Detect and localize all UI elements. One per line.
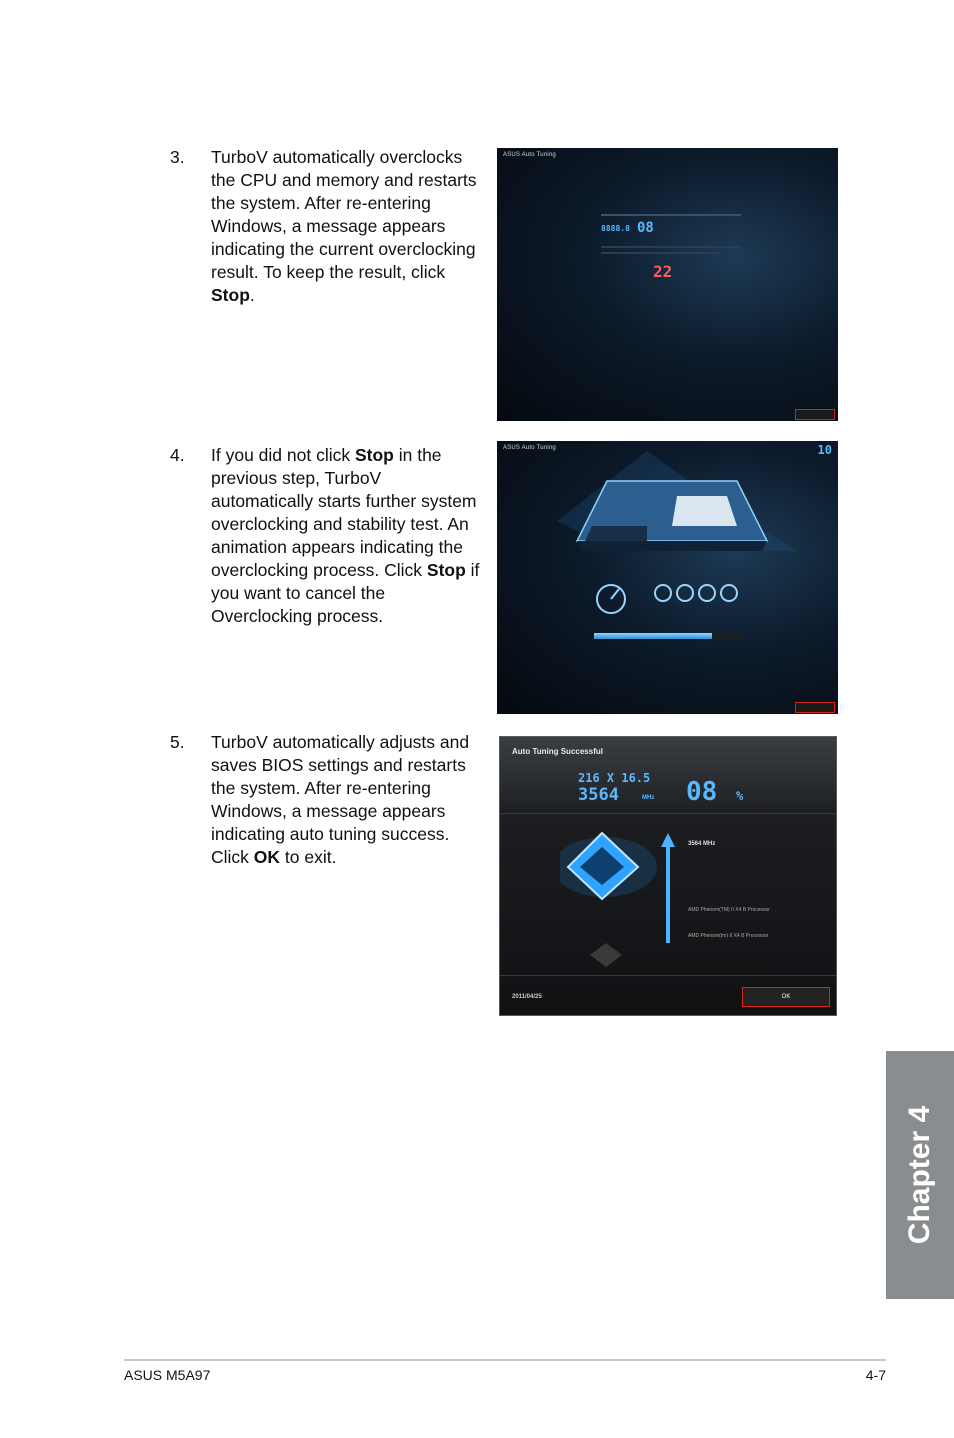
screenshot-auto-tuning-successful xyxy=(499,736,837,1016)
emphasis-text: Stop xyxy=(426,560,466,580)
step-number: 4. xyxy=(170,445,185,465)
body-text: to exit. xyxy=(280,847,337,867)
dialog-title: Auto Tuning Successful xyxy=(512,747,603,756)
window-title: ASUS Auto Tuning xyxy=(503,445,556,451)
step-text xyxy=(211,731,481,869)
body-text: if you want to cancel the Overclocking process. xyxy=(211,560,480,626)
cpu-chip-illustration xyxy=(560,827,670,977)
window-title: ASUS Auto Tuning xyxy=(503,152,556,158)
overclock-percent: 08 xyxy=(637,220,654,236)
chapter-tab xyxy=(886,1051,954,1299)
ok-button[interactable] xyxy=(742,987,830,1007)
percent-readout: 10 xyxy=(817,443,832,457)
body-text: TurboV automatically adjusts and saves BIOS settings and restarts the system. After re-entering Windows, a message appears indicating auto tuning success. Click xyxy=(211,732,470,867)
stability-progress-fill xyxy=(594,633,712,639)
percent-sign: % xyxy=(736,789,744,803)
stability-progress-track xyxy=(594,633,742,639)
frequency-readout: 3564 xyxy=(578,785,619,805)
footer-page-number: 4-7 xyxy=(865,1367,886,1383)
emphasis-text: Stop xyxy=(211,285,250,305)
body-text: in the previous step, TurboV automatically starts further system overclocking and stability test. An animation appears indicating the overclocking process. Click xyxy=(211,445,477,580)
date: 2011/04/25 xyxy=(512,994,542,1000)
emphasis-text: Stop xyxy=(354,445,394,465)
up-arrow-icon xyxy=(660,833,676,943)
chapter-label: Chapter 4 xyxy=(903,1105,936,1245)
screenshot-overclock-process xyxy=(497,441,838,714)
footer-product: ASUS M5A97 xyxy=(124,1367,211,1383)
new-processor-name: AMD Phenom(TM) II X4 B Processor xyxy=(688,907,770,913)
ok-button-label: OK xyxy=(781,994,791,1000)
step-number: 5. xyxy=(170,732,185,752)
step-text xyxy=(211,444,481,628)
old-processor-name: AMD Phenom(tm) II X4 B Processor xyxy=(688,933,769,939)
screenshot-overclock-result: ASUS Auto Tuning 8888.8 08 22 xyxy=(497,148,838,421)
ratio-readout: 216 X 16.5 xyxy=(578,771,651,785)
footer-divider xyxy=(124,1359,886,1361)
stop-button[interactable] xyxy=(795,409,835,420)
body-text: . xyxy=(249,285,255,305)
step-text xyxy=(211,146,481,307)
step-number: 3. xyxy=(170,147,185,167)
stop-button[interactable] xyxy=(795,702,835,713)
body-text: TurboV automatically overclocks the CPU and memory and restarts the system. After re-entering Windows, a message appears indicating the current overclocking result. To keep the result, click xyxy=(211,147,477,282)
frequency-unit: MHz xyxy=(642,795,655,801)
gauges xyxy=(591,569,751,615)
result-frequency: 3564 MHz xyxy=(688,841,716,847)
countdown: 22 xyxy=(653,262,673,281)
emphasis-text: OK xyxy=(253,847,281,867)
overclock-percent: 08 xyxy=(686,777,718,807)
body-text: If you did not click xyxy=(211,445,355,465)
